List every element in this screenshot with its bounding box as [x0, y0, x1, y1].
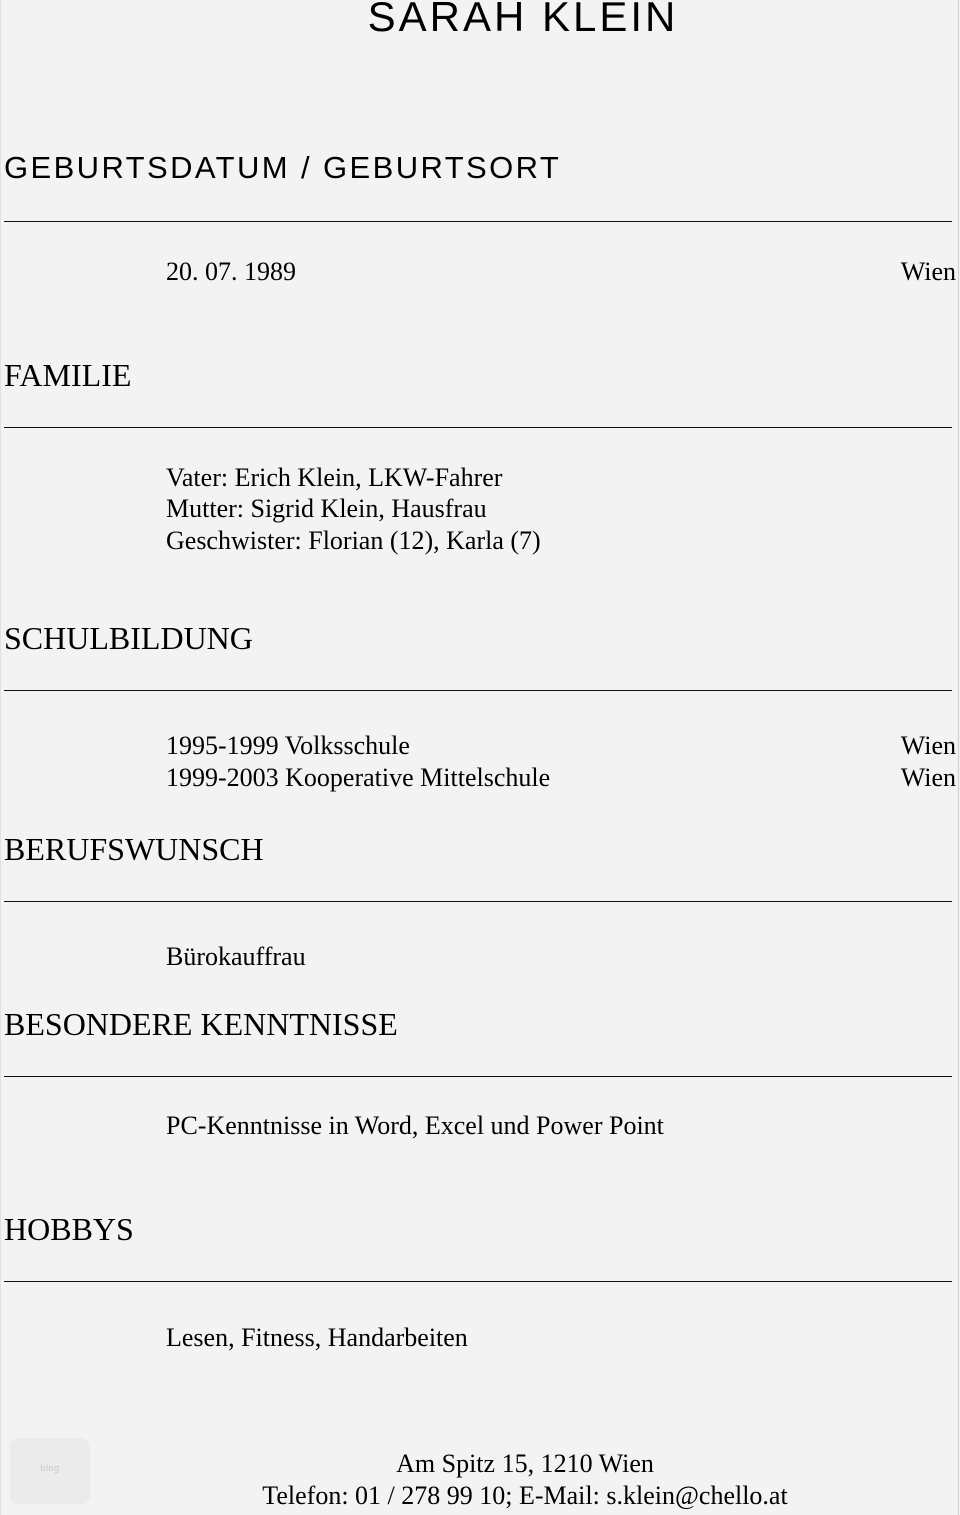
- page-edge-left: [0, 0, 1, 1515]
- skills-text: PC-Kenntnisse in Word, Excel und Power Point: [166, 1111, 664, 1140]
- heading-family: FAMILIE: [4, 357, 132, 393]
- career-text: Bürokauffrau: [166, 942, 306, 971]
- watermark-text: blog: [40, 1464, 60, 1474]
- birth-date: 20. 07. 1989: [166, 257, 296, 286]
- school-entry-2-place: Wien: [900, 763, 956, 792]
- divider-skills: [4, 1076, 952, 1077]
- divider-family: [4, 427, 952, 428]
- heading-career: BERUFSWUNSCH: [4, 831, 264, 867]
- divider-school: [4, 690, 952, 691]
- divider-career: [4, 901, 952, 902]
- divider-birth: [4, 221, 952, 222]
- school-entry-1: 1995-1999 Volksschule: [166, 731, 410, 760]
- school-entry-2: 1999-2003 Kooperative Mittelschule: [166, 763, 551, 792]
- heading-school: SCHULBILDUNG: [4, 620, 253, 656]
- family-father: Vater: Erich Klein, LKW-Fahrer: [166, 463, 503, 492]
- hobbies-text: Lesen, Fitness, Handarbeiten: [166, 1323, 468, 1352]
- school-entry-1-place: Wien: [900, 731, 956, 760]
- heading-skills: BESONDERE KENNTNISSE: [4, 1006, 398, 1042]
- family-siblings: Geschwister: Florian (12), Karla (7): [166, 526, 541, 555]
- birth-place: Wien: [900, 257, 956, 286]
- family-mother: Mutter: Sigrid Klein, Hausfrau: [166, 494, 487, 523]
- watermark: [10, 1438, 90, 1504]
- divider-hobbies: [4, 1281, 952, 1282]
- footer-contact: Telefon: 01 / 278 99 10; E-Mail: s.klein@chello.at: [262, 1481, 788, 1510]
- footer-address: Am Spitz 15, 1210 Wien: [396, 1449, 654, 1478]
- page-edge-right: [958, 0, 959, 1515]
- heading-hobbies: HOBBYS: [4, 1211, 134, 1247]
- resume-name: SARAH KLEIN: [367, 0, 679, 40]
- heading-birth: GEBURTSDATUM / GEBURTSORT: [4, 150, 562, 185]
